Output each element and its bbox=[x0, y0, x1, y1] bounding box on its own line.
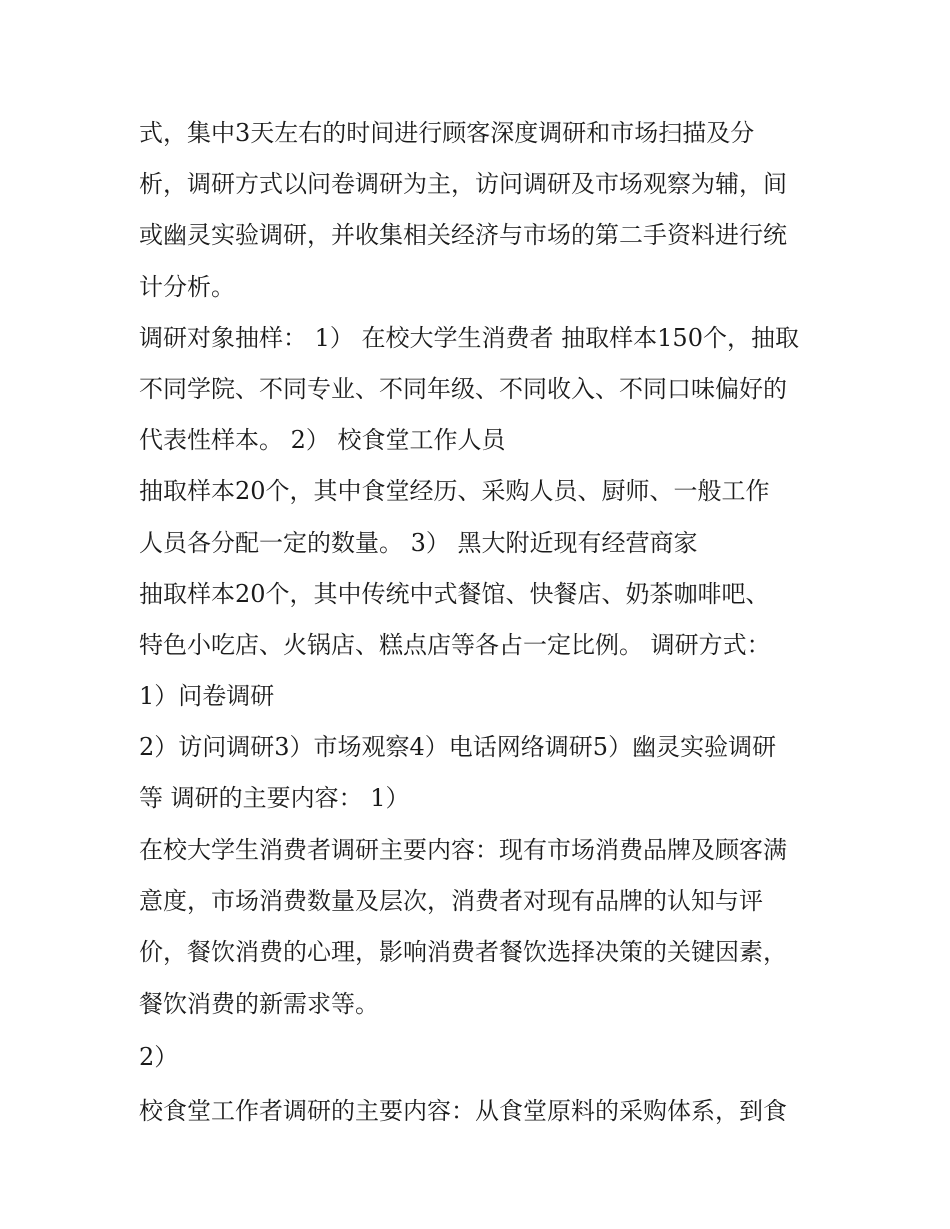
text-line: 餐饮消费的新需求等。 bbox=[139, 990, 379, 1019]
text-line: 抽取样本20个，其中传统中式餐馆、快餐店、奶茶咖啡吧、 bbox=[139, 579, 770, 608]
text-line: 式，集中3天左右的时间进行顾客深度调研和市场扫描及分 bbox=[139, 119, 755, 147]
text-line: 抽取样本20个，其中食堂经历、采购人员、厨师、一般工作 bbox=[139, 477, 770, 506]
text-line: 人员各分配一定的数量。 3） 黑大附近现有经营商家 bbox=[139, 528, 698, 557]
text-line: 在校大学生消费者调研主要内容：现有市场消费品牌及顾客满 bbox=[139, 835, 787, 864]
text-line: 校食堂工作者调研的主要内容：从食堂原料的采购体系，到食 bbox=[139, 1096, 787, 1125]
text-line: 2） bbox=[139, 1043, 179, 1072]
text-line: 析，调研方式以问卷调研为主，访问调研及市场观察为辅，间 bbox=[139, 170, 787, 199]
text-line: 1）问卷调研 bbox=[139, 682, 275, 711]
text-line: 等 调研的主要内容： 1） bbox=[139, 784, 410, 813]
text-line: 意度，市场消费数量及层次，消费者对现有品牌的认知与评 bbox=[139, 886, 763, 915]
document-body bbox=[139, 108, 829, 1138]
text-line: 代表性样本。 2） 校食堂工作人员 bbox=[139, 426, 506, 455]
text-line: 不同学院、不同专业、不同年级、不同收入、不同口味偏好的 bbox=[139, 374, 787, 403]
text-line: 特色小吃店、火锅店、糕点店等各占一定比例。 调研方式： bbox=[139, 630, 771, 659]
text-line: 调研对象抽样： 1） 在校大学生消费者 抽取样本150个，抽取 bbox=[139, 323, 799, 352]
text-line: 计分析。 bbox=[139, 272, 235, 301]
text-line: 价，餐饮消费的心理，影响消费者餐饮选择决策的关键因素， bbox=[139, 938, 787, 966]
text-line: 2）访问调研3）市场观察4）电话网络调研5）幽灵实验调研 bbox=[139, 733, 777, 762]
text-line: 或幽灵实验调研，并收集相关经济与市场的第二手资料进行统 bbox=[139, 221, 787, 250]
